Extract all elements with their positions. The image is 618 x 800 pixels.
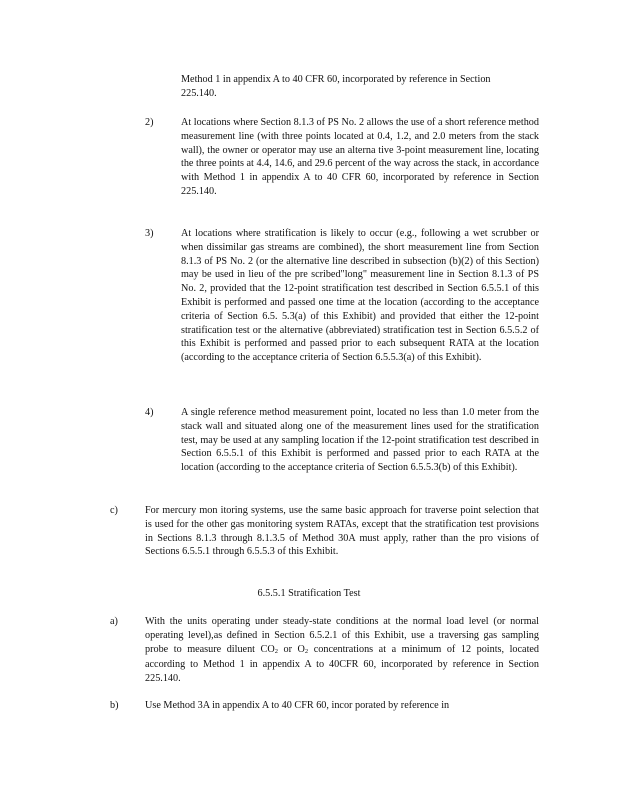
item-a-text-after: concentrations at a minimum of 12 points, located according to Method 1 in appendix A to 40CFR 60, incorporated by reference in Section 225.140. (145, 643, 540, 685)
item-3-number: 3) (145, 228, 154, 239)
item-b-paragraph: Use Method 3A in appendix A to 40 CFR 60, incor porated by reference in (145, 700, 450, 711)
item-a-paragraph (145, 615, 539, 686)
item-a-text-before: With the units operating under steady-state conditions at the normal load level (or normal operating level),as defined in Section 6.5.2.1 of this Exhibit, use a traversing gas sampling probe to measure diluent CO (145, 616, 539, 655)
co2-subscript: 2 (274, 647, 278, 655)
item-4-number: 4) (145, 407, 154, 418)
item-2-paragraph: At locations where Section 8.1.3 of PS No. 2 allows the use of a short reference method measurement line (with three points located at 0.4, 1.2, and 2.0 meters from the stack wall), the owner or operator may use an alterna tive 3-point measurement line, locating the three points at 4.4, 14.6, and 29.6 percent of the way across the stack, in accordance with Method 1 in appendix A to 40 CFR 60, incorporated by reference in Section 225.140. (181, 117, 539, 197)
item-3-paragraph: At locations where stratification is likely to occur (e.g., following a wet scrubber or when dissimilar gas streams are combined), the short measurement line from Section 8.1.3 of PS No. 2 (or the alternative line described in subsection (b)(2) of this Section) may be used in lieu of the pre scribed"long" measurement line in Section 8.1.3 of PS No. 2, provided that the 12-point stratification test described in Section 6.5.5.1 of this Exhibit is performed and passed one time at the location (according to the acceptance criteria of Section 6.5. 5.3(a) of this Exhibit) and provided that either the 12-point stratification test or the alternative (abbreviated) stratification test in Section 6.5.5.2 of this Exhibit is performed and passed prior to each subsequent RATA at the location (according to the acceptance criteria of Section 6.5.5.3(a) of this Exhibit). (181, 228, 539, 364)
continuation-paragraph: Method 1 in appendix A to 40 CFR 60, incorporated by reference in Section 225.140. (181, 74, 491, 99)
item-4-paragraph: A single reference method measurement point, located no less than 1.0 meter from the stack wall and situated along one of the measurement lines used for the stratification test, may be used at any sampling location if the 12-point stratification test described in Section 6.5.5.1 of this Exhibit is performed and passed prior to each RATA at the location (according to the acceptance criteria of Section 6.5.5.3(b) of this Exhibit). (181, 407, 539, 474)
section-heading: 6.5.5.1 Stratification Test (257, 588, 361, 599)
item-c-paragraph: For mercury mon itoring systems, use the same basic approach for traverse point selection that is used for the other gas monitoring system RATAs, except that the stratification test provisions in Sections 8.1.3 through 8.1.3.5 of Method 30A must apply, rather than the pro visions of Sections 6.5.5.1 through 6.5.5.3 of this Exhibit. (145, 505, 539, 558)
item-2-number: 2) (145, 117, 154, 128)
item-a-letter: a) (110, 616, 118, 627)
item-b-letter: b) (110, 700, 119, 711)
o2-subscript: 2 (304, 647, 309, 655)
item-c-letter: c) (110, 505, 118, 516)
item-a-text-mid: or O (283, 643, 305, 655)
